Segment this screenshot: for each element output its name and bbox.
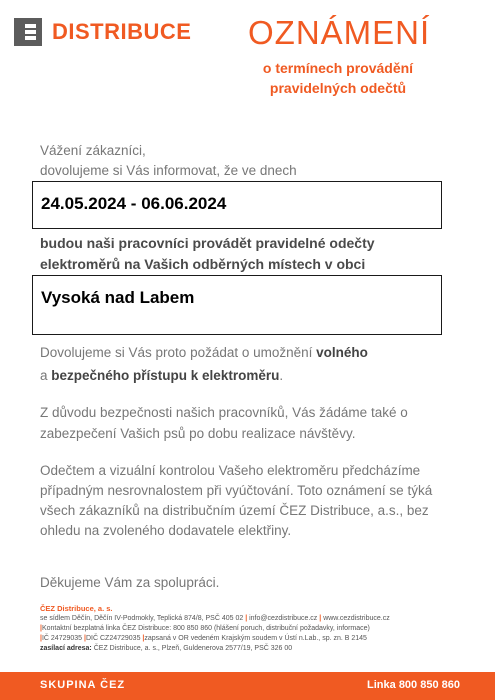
village-box [32,275,442,335]
footer-line-1: se sídlem Děčín, Děčín IV-Podmokly, Teplická 874/8, PSČ 405 02 | info@cezdistribuce.cz | www.cezdistribuce.cz [40,615,390,622]
footer-address-label: zasílací adresa: [40,645,92,652]
footer-line-2: |Kontaktní bezplatná linka ČEZ Distribuce: 800 850 860 (hlášení poruch, distribuční požadavky, informace) [40,625,370,632]
footer-line-4 [40,644,480,654]
hotline-label: Linka 800 850 860 [367,679,460,691]
request-bold-1: volného [316,345,368,360]
workers-line-2: elektroměrů na Vašich odběrných místech v obci [40,256,366,272]
reading-text: Odečtem a vizuální kontrolou Vašeho elektroměru předcházíme případným nesrovnalostem při vyúčtování. Toto oznámení se týká všech zákazníků na distribučním území ČEZ Distribuce, a.s., bez ohledu na zvoleného dodavatele elektřiny. [40,463,433,538]
footer-email-link[interactable]: info@cezdistribuce.cz [249,615,318,622]
page-title: OZNÁMENÍ [248,14,431,51]
workers-line-1: budou naši pracovníci provádět pravidelné odečty [40,235,375,251]
group-label: SKUPINA ČEZ [40,679,126,691]
request-text-2: a [40,368,48,383]
request-bold-2: bezpečného přístupu k elektroměru [51,368,280,383]
footer-web-link[interactable]: www.cezdistribuce.cz [323,615,390,622]
footer-line-3: |IČ 24729035 |DIČ CZ24729035 |zapsaná v OR vedeném Krajským soudem v Ústí n.Lab., sp. zn. B 2145 [40,635,367,642]
footer-hotline-text: Kontaktní bezplatná linka ČEZ Distribuce: 800 850 860 (hlášení poruch, distribuční požadavky, informace) [41,625,370,632]
request-text-1: Dovolujeme si Vás proto požádat o umožnění [40,345,313,360]
brand-name: DISTRIBUCE [52,19,192,44]
inform-text: dovolujeme si Vás informovat, že ve dnech [40,163,297,178]
bottom-bar [0,672,495,700]
footer-ic: IČ 24729035 [41,635,83,642]
request-line-1 [40,345,368,360]
footer-info [40,604,480,654]
dates-box [32,181,442,229]
safety-text: Z důvodu bezpečnosti našich pracovníků, Vás žádáme také o zabezpečení Vašich psů po dobu realizace návštěvy. [40,405,408,441]
footer-dic: DIČ CZ24729035 [85,635,141,642]
thanks-text: Děkujeme Vám za spolupráci. [40,575,220,590]
footer-company: ČEZ Distribuce, a. s. [40,604,113,613]
village-value: Vysoká nad Labem [41,288,195,307]
request-line-2 [40,368,283,383]
cez-logo-icon [14,18,42,46]
greeting: Vážení zákazníci, [40,143,146,158]
footer-address-seat: se sídlem Děčín, Děčín IV-Podmokly, Teplická 874/8, PSČ 405 02 [40,615,244,622]
subtitle-line-1: o termínech provádění [262,60,414,76]
request-end: . [279,368,284,383]
footer-register: zapsaná v OR vedeném Krajským soudem v Ústí n.Lab., sp. zn. B 2145 [144,635,367,642]
dates-value: 24.05.2024 - 06.06.2024 [41,194,227,213]
footer-address: ČEZ Distribuce, a. s., Plzeň, Guldenerova 2577/19, PSČ 326 00 [93,645,293,652]
subtitle-line-2: pravidelných odečtů [269,80,407,96]
